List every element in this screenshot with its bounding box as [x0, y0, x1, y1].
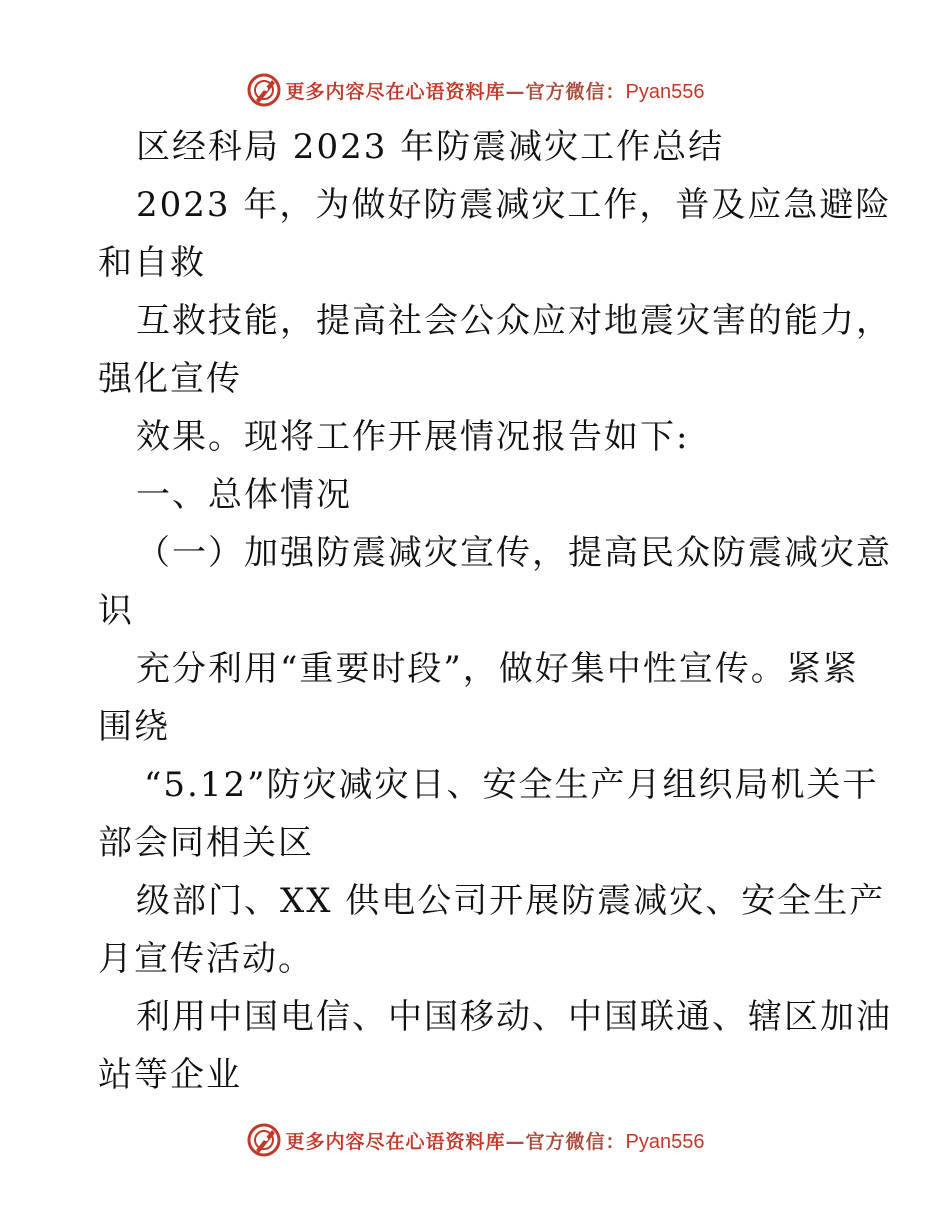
paragraph-line: 充分利用“重要时段”，做好集中性宣传。紧紧 [136, 649, 859, 689]
watermark-wechat-label: 官方微信： [525, 80, 626, 103]
paragraph-line: 强化宣传 [98, 359, 242, 399]
watermark-wechat-id: Pyan556 [625, 1130, 705, 1153]
watermark-slogan: 更多内容尽在心语资料库 [285, 80, 506, 103]
paragraph-line: “5.12”防灾减灾日、安全生产月组织局机关干 [144, 765, 879, 805]
paragraph-line: 月宣传活动。 [98, 939, 314, 979]
paragraph-line: 识 [98, 591, 134, 631]
section-heading: 一、总体情况 [136, 475, 352, 515]
paragraph-line: 站等企业 [98, 1055, 242, 1095]
fountain-pen-logo-icon [246, 1122, 282, 1158]
paragraph-line: 围绕 [98, 707, 170, 747]
watermark-slogan: 更多内容尽在心语资料库 [285, 1130, 506, 1153]
paragraph-line: 部会同相关区 [98, 823, 314, 863]
watermark-dash: — [505, 80, 526, 103]
paragraph-line: 级部门、XX 供电公司开展防震减灾、安全生产 [136, 881, 886, 921]
fountain-pen-logo-icon [246, 72, 282, 108]
watermark-wechat-label: 官方微信： [525, 1130, 626, 1153]
document-title: 区经科局 2023 年防震减灾工作总结 [136, 127, 725, 167]
document-body [98, 118, 892, 1104]
paragraph-line: 2023 年，为做好防震减灾工作，普及应急避险 [136, 185, 892, 225]
watermark-text [286, 1127, 705, 1154]
paragraph-line: 效果。现将工作开展情况报告如下: [136, 417, 690, 457]
watermark-wechat-id: Pyan556 [625, 80, 705, 103]
paragraph-line: 利用中国电信、中国移动、中国联通、辖区加油 [136, 997, 892, 1037]
footer-watermark-banner [0, 1120, 950, 1160]
watermark-dash: — [505, 1130, 526, 1153]
paragraph-line: 和自救 [98, 243, 206, 283]
header-watermark-banner [0, 70, 950, 110]
watermark-text [286, 77, 705, 104]
paragraph-line: 互救技能，提高社会公众应对地震灾害的能力， [136, 301, 892, 341]
subsection-heading: （一）加强防震减灾宣传，提高民众防震减灾意 [136, 533, 892, 573]
